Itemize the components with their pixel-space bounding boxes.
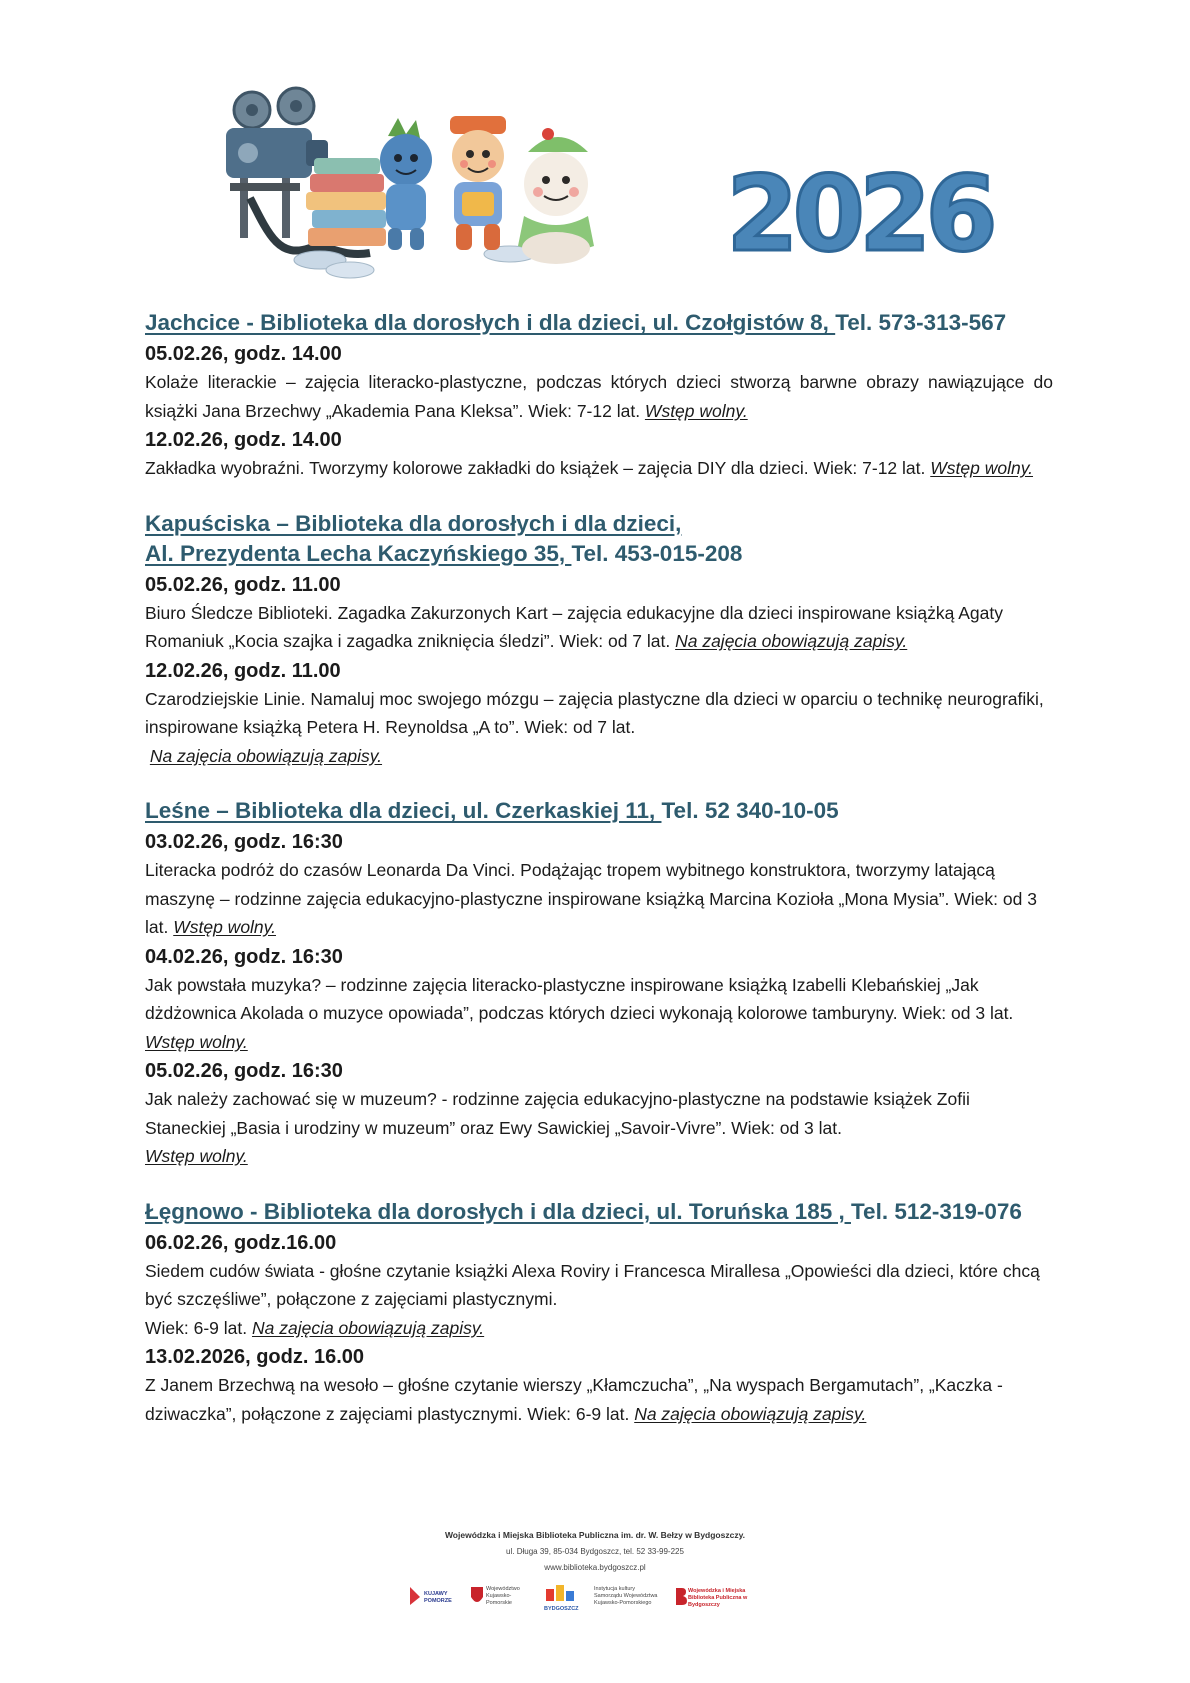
bydgoszcz-logo [540,1583,584,1613]
footer [0,1527,1190,1576]
branch-link[interactable]: Jachcice - Biblioteka dla dorosłych i dla dzieci, ul. Czołgistów 8, [145,310,836,335]
event-description [145,1257,1053,1343]
event-text: Z Janem Brzechwą na wesoło – głośne czytanie wierszy „Kłamczucha”, „Na wyspach Bergamutach”, „Kaczka -dziwaczka”, połączone z zajęciami plastycznymi. Wiek: 6-9 lat. [145,1375,1003,1424]
event-description [145,454,1053,483]
event-description [145,1085,1053,1171]
event-note: Wstęp wolny. [173,917,276,937]
branch-kapusciska [145,509,1053,771]
event-note: Wstęp wolny. [145,1146,248,1166]
coat-of-arms-icon [470,1585,484,1607]
event-description [145,599,1053,656]
event-description [145,971,1053,1057]
instytucja-kultury-logo [594,1583,664,1613]
event-description [145,685,1053,771]
event-date: 05.02.26, godz. 16:30 [145,1060,343,1082]
event-date: 13.02.2026, godz. 16.00 [145,1346,365,1368]
bydgoszcz-mark-icon [544,1583,580,1603]
event-text: Literacka podróż do czasów Leonarda Da Vinci. Podążając tropem wybitnego konstruktora, tworzymy latającą maszynę – rodzinne zajęcia edukacyjno-plastyczne inspirowane książką Marcina Kozioła „Mona Mysia”. Wiek: od 3 lat. [145,860,1037,937]
puppet-snow-icon [518,128,594,264]
event-date: 04.02.26, godz. 16:30 [145,945,343,968]
branch-phone: Tel. 512-319-076 [850,1198,1022,1224]
branch-phone: Tel. 52 340-10-05 [661,798,839,823]
branch-legnowo [145,1197,1053,1429]
kujawy-pomorze-logo [408,1583,460,1613]
event-age: Wiek: 6-9 lat. [145,1317,252,1338]
event-date: 05.02.26, godz. 14.00 [145,343,342,365]
event-text: Czarodziejskie Linie. Namaluj moc swojego mózgu – zajęcia plastyczne dla dzieci w oparciu o technikę neurografiki, inspirowane książką Petera H. Reynoldsa „A to”. Wiek: od 7 lat. [145,688,1044,737]
wojewodztwo-logo [470,1583,530,1613]
branch-heading [145,796,1053,826]
logo-text: Wojewódzka i Miejska Biblioteka Publiczna w Bydgoszczy [688,1588,748,1608]
event-date: 12.02.26, godz. 11.00 [145,659,341,682]
event-date: 03.02.26, godz. 16:30 [145,831,343,853]
event-note: Wstęp wolny. [145,1031,248,1052]
event-text: Jak powstała muzyka? – rodzinne zajęcia literacko-plastyczne inspirowane książką Izabelli Klebańskiej „Jak dżdżownica Akolada o muzyce opowiada”, podczas których dzieci wykonają kolorowe tamburyny. Wiek: od 3 lat. [145,974,1014,1023]
branch-lesne [145,796,1053,1171]
branch-link[interactable]: Łęgnowo - Biblioteka dla dorosłych i dla dzieci, ul. Toruńska 185 , [145,1198,851,1224]
event-description [145,368,1053,425]
event-note: Wstęp wolny. [930,458,1034,478]
year-text: 2026 [726,153,992,275]
branch-jachcice [145,308,1053,483]
event-date: 12.02.26, godz. 14.00 [145,429,342,451]
event-text: Jak należy zachować się w muzeum? - rodzinne zajęcia edukacyjno-plastyczne na podstawie książek Zofii Staneckiej „Basia i urodziny w muzeum” oraz Ewy Sawickiej „Savoir-Vivre”. Wiek: od 3 lat. [145,1089,970,1138]
branch-link[interactable]: Kapuściska – Biblioteka dla dorosłych i dla dzieci, [145,510,682,536]
branch-phone: Tel. 453-015-208 [571,540,743,566]
wimbp-mark-icon [674,1586,686,1606]
footer-address: ul. Długa 39, 85-034 Bydgoszcz, tel. 52 33-99-225 [506,1547,684,1556]
puppet-doll-icon [450,116,506,250]
logo-text: BYDGOSZCZ [544,1606,579,1612]
logo-text: Województwo Kujawsko-Pomorskie [486,1586,520,1606]
event-note: Na zajęcia obowiązują zapisy. [149,745,383,766]
event-date: 05.02.26, godz. 11.00 [145,573,341,596]
event-text: Biuro Śledcze Biblioteki. Zagadka Zakurzonych Kart – zajęcia edukacyjne dla dzieci inspirowane książką Agaty Romaniuk „Kocia szajka i zagadka zniknięcia śledzi”. Wiek: od 7 lat. [145,602,1003,651]
wimbp-logo [674,1583,758,1613]
logo-text: KUJAWY POMORZE [424,1591,452,1604]
event-description [145,856,1053,942]
footer-website[interactable]: www.biblioteka.bydgoszcz.pl [544,1563,646,1572]
event-text: Kolaże literackie – zajęcia literacko-plastyczne, podczas których dzieci stworzą barwne obrazy nawiązujące do książki Jana Brzechwy „Akademia Pana Kleksa”. Wiek: 7-12 lat. [145,372,1053,421]
event-note: Na zajęcia obowiązują zapisy. [251,1317,485,1338]
event-note: Na zajęcia obowiązują zapisy. [634,1403,867,1424]
film-projector-books-puppets-icon [210,88,650,293]
branch-heading [145,1197,1053,1227]
event-date: 06.02.26, godz.16.00 [145,1231,337,1254]
event-note: Wstęp wolny. [644,400,748,421]
footer-logos [408,1583,788,1613]
year-badge [726,153,992,275]
event-text: Siedem cudów świata - głośne czytanie książki Alexa Roviry i Francesca Mirallesa „Opowieści dla dzieci, które chcą być szczęśliwe”, połączone z zajęciami plastycznymi. [145,1260,1040,1309]
puppet-blue-icon [380,118,432,250]
events-list [145,308,1053,1454]
branch-heading [145,308,1053,338]
event-text: Zakładka wyobraźni. Tworzymy kolorowe zakładki do książek – zajęcia DIY dla dzieci. Wiek: 7-12 lat. [145,458,931,478]
branch-phone: Tel. 573-313-567 [835,310,1007,335]
book-stack-icon [306,158,386,246]
branch-heading [145,509,1053,569]
event-description [145,1371,1053,1428]
branch-link-address[interactable]: Al. Prezydenta Lecha Kaczyńskiego 35, [145,540,572,566]
event-note: Na zajęcia obowiązują zapisy. [675,631,908,651]
branch-link[interactable]: Leśne – Biblioteka dla dzieci, ul. Czerkaskiej 11, [145,798,662,823]
footer-library-name: Wojewódzka i Miejska Biblioteka Publiczna im. dr. W. Bełzy w Bydgoszczy. [444,1530,746,1540]
logo-text: Instytucja kultury Samorządu Województwa Kujawsko-Pomorskiego [594,1586,658,1606]
kujawy-pomorze-mark-icon [408,1585,422,1607]
